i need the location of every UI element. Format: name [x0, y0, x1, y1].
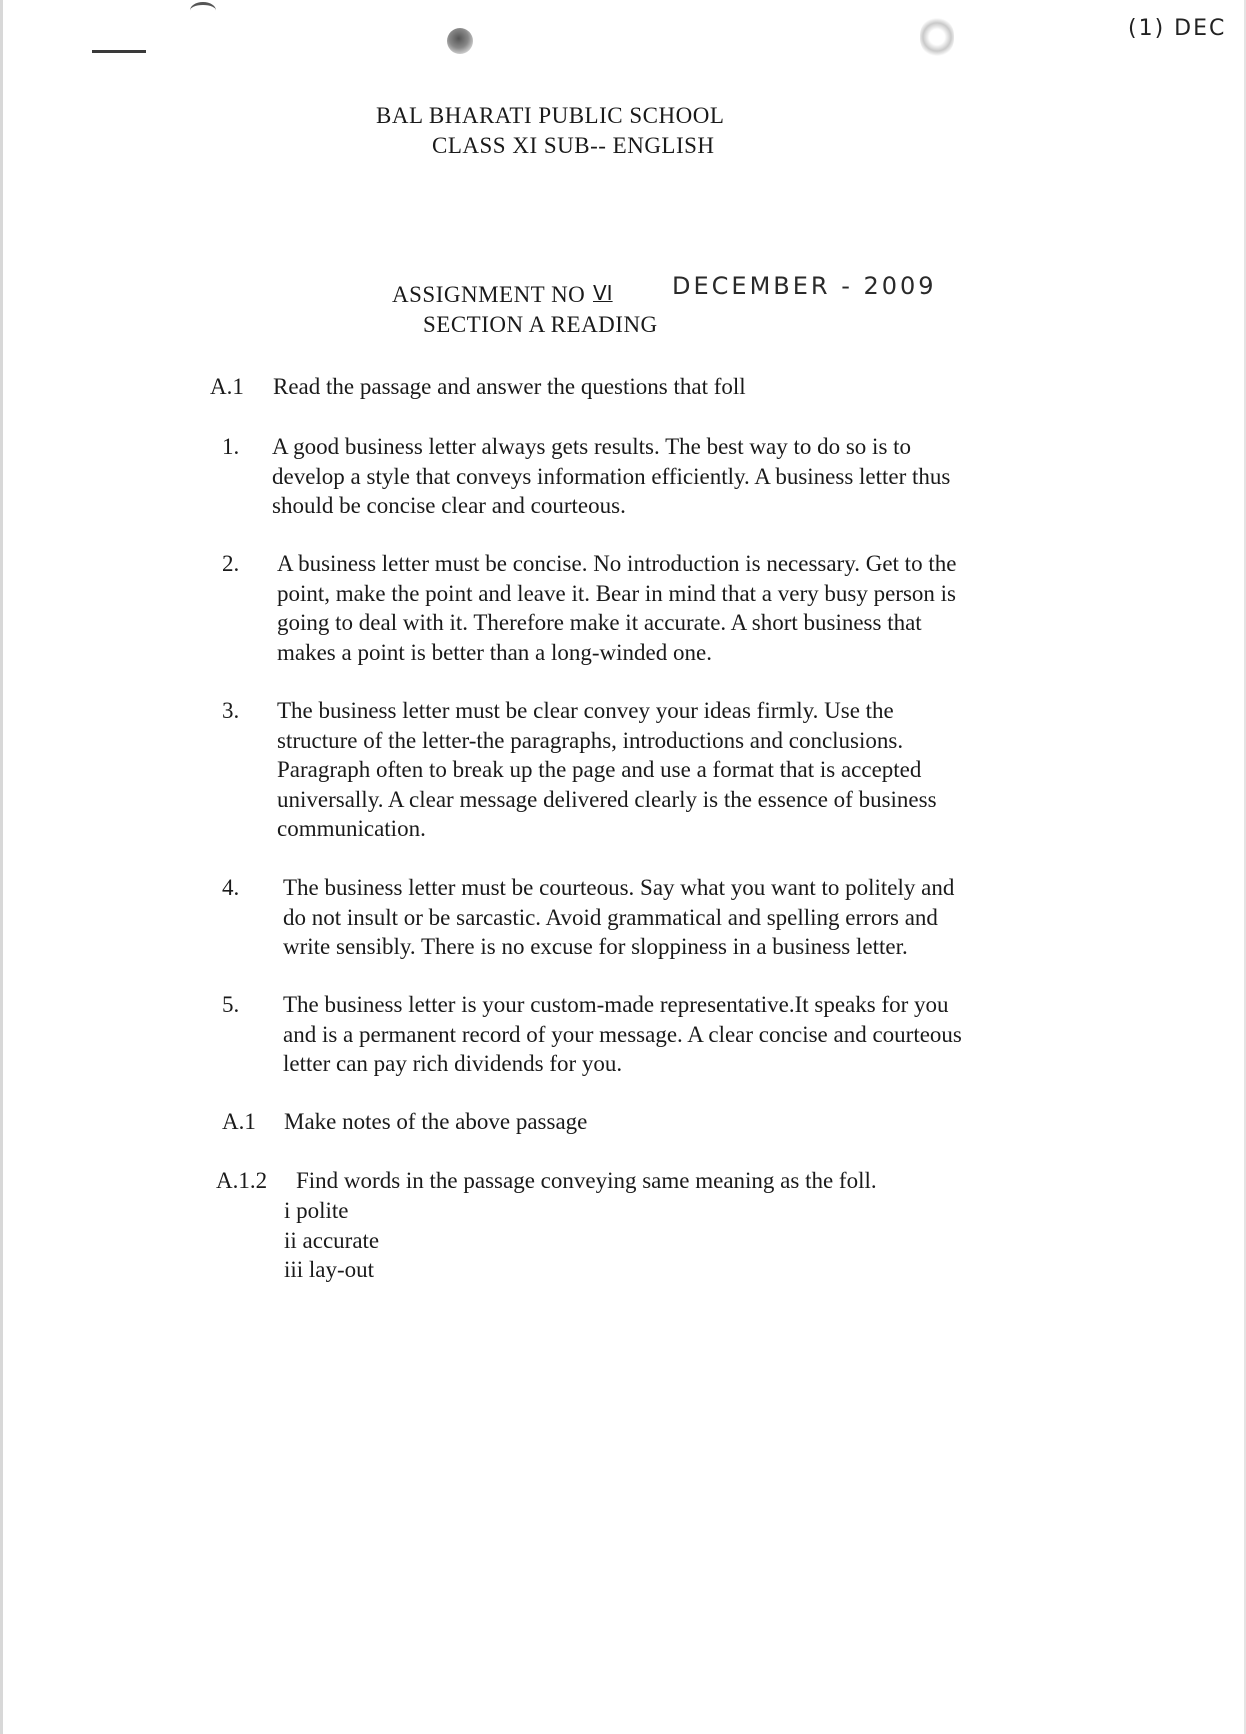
- paragraph-line: write sensibly. There is no excuse for sloppiness in a business letter.: [283, 934, 908, 959]
- paragraph-number: 5.: [222, 992, 240, 1017]
- paragraph-text: [283, 873, 954, 962]
- paragraph-line: do not insult or be sarcastic. Avoid grammatical and spelling errors and: [283, 904, 938, 930]
- punch-hole-right: [920, 18, 954, 56]
- question-number: A.1: [222, 1109, 256, 1134]
- question-text: Read the passage and answer the questions that foll: [273, 374, 746, 399]
- paragraph-line: should be concise clear and courteous.: [272, 493, 626, 518]
- pen-mark-hook: [190, 2, 216, 19]
- word-list-item: ii accurate: [284, 1227, 380, 1253]
- paragraph-line: going to deal with it. Therefore make it accurate. A short business that: [277, 610, 922, 635]
- paragraph-line: The business letter must be courteous. Say what you want to politely and: [283, 875, 955, 900]
- paragraph-text: [277, 696, 937, 844]
- question-text: Find words in the passage conveying same meaning as the foll.: [296, 1168, 877, 1193]
- handwritten-assignment-date: DECEMBER - 2009: [672, 272, 937, 300]
- paragraph-text: [277, 549, 956, 667]
- paragraph-line: A business letter must be concise. No introduction is necessary. Get to the: [277, 551, 957, 576]
- scan-edge-left: [0, 0, 3, 1734]
- paragraph-number: 4.: [222, 875, 240, 900]
- assignment-heading: ASSIGNMENT NO: [392, 282, 586, 307]
- word-list: [284, 1196, 379, 1285]
- paragraph-line: A good business letter always gets results. The best way to do so is to: [272, 434, 912, 459]
- section-heading: SECTION A READING: [423, 312, 658, 337]
- paragraph-line: letter can pay rich dividends for you.: [283, 1051, 623, 1076]
- question-number: A.1: [210, 374, 244, 399]
- paragraph-line: point, make the point and leave it. Bear in mind that a very busy person is: [277, 580, 956, 606]
- paragraph-line: and is a permanent record of your message. A clear concise and courteous: [283, 1021, 962, 1047]
- punch-hole-left: [447, 28, 473, 54]
- paragraph-line: structure of the letter-the paragraphs, introductions and conclusions.: [277, 727, 904, 753]
- paragraph-number: 1.: [222, 434, 240, 459]
- class-subject: CLASS XI SUB-- ENGLISH: [432, 133, 715, 158]
- paragraph-line: develop a style that conveys information efficiently. A business letter thus: [272, 463, 951, 489]
- paragraph-line: communication.: [277, 816, 426, 841]
- paragraph-number: 2.: [222, 551, 240, 576]
- paragraph-text: [283, 990, 962, 1079]
- question-text: Make notes of the above passage: [284, 1109, 588, 1134]
- paragraph-line: Paragraph often to break up the page and use a format that is accepted: [277, 757, 922, 782]
- school-name: BAL BHARATI PUBLIC SCHOOL: [376, 103, 725, 128]
- word-list-item: i polite: [284, 1198, 349, 1223]
- paragraph-line: The business letter must be clear convey your ideas firmly. Use the: [277, 698, 894, 723]
- paragraph-line: makes a point is better than a long-winded one.: [277, 639, 712, 665]
- handwritten-assignment-number: VI: [593, 281, 613, 305]
- question-number: A.1.2: [216, 1168, 268, 1193]
- paragraph-number: 3.: [222, 698, 240, 723]
- pen-mark-dash: [92, 50, 146, 53]
- paragraph-line: universally. A clear message delivered clearly is the essence of business: [277, 786, 937, 812]
- paragraph-text: [272, 432, 950, 521]
- handwritten-page-note: (1) DEC: [1128, 16, 1227, 41]
- word-list-item: iii lay-out: [284, 1257, 375, 1282]
- paragraph-line: The business letter is your custom-made representative.It speaks for you: [283, 992, 949, 1017]
